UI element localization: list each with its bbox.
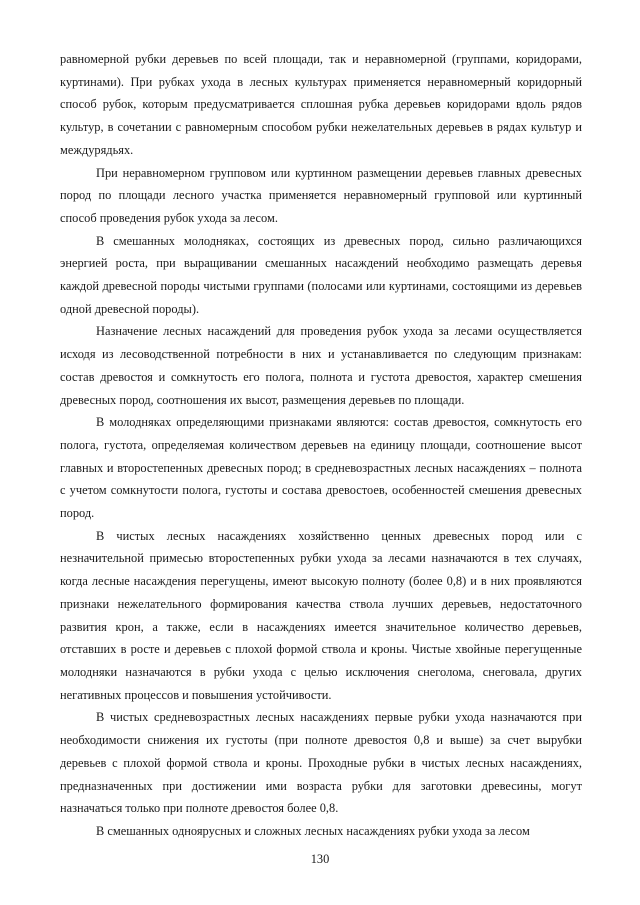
paragraph-5: В молодняках определяющими признаками являются: состав древостоя, сомкнутость его полога, густота, определяемая количеством деревьев на единицу площади, соотношение высот главных и второстепенных древесных пород; в средневозрастных лесных насаждениях – полнота с учетом сомкнутости полога, густоты и состава древостоев, особенностей смешения древесных пород.	[60, 415, 582, 521]
paragraph-1: равномерной рубки деревьев по всей площади, так и неравномерной (группами, коридорами, куртинами). При рубках ухода в лесных культурах применяется неравномерный коридорный способ рубок, которым предусматривается сплошная рубка деревьев коридорами вдоль рядов культур, в сочетании с равномерным способом рубки нежелательных деревьев в рядах культур и междурядьях.	[60, 52, 582, 157]
paragraph-7: В чистых средневозрастных лесных насаждениях первые рубки ухода назначаются при необходимости снижения их густоты (при полноте древостоя 0,8 и выше) за счет вырубки деревьев с плохой формой ствола и кроны. Проходные рубки в чистых лесных насаждениях, предназначенных при достижении ими возраста рубки для заготовки древесины, могут назначаться только при полноте древостоя более 0,8.	[60, 710, 582, 816]
paragraph-2: При неравномерном групповом или куртинном размещении деревьев главных древесных пород по площади лесного участка применяется неравномерный групповой или куртинный способ проведения рубок ухода за лесом.	[60, 165, 582, 225]
page-number: 130	[310, 852, 330, 866]
paragraph-8: В смешанных одноярусных и сложных лесных насаждениях рубки ухода за лесом	[96, 823, 530, 838]
paragraph-3: В смешанных молодняках, состоящих из древесных пород, сильно различающихся энергией роста, при выращивании смешанных насаждений необходимо размещать деревья каждой древесной породы чистыми группами (полосами или куртинами, состоящими из деревьев одной древесной породы).	[60, 233, 582, 316]
body-text	[60, 48, 582, 843]
paragraph-4: Назначение лесных насаждений для проведения рубок ухода за лесами осуществляется исходя из лесоводственной потребности в них и устанавливается по следующим признакам: состав древостоя и сомкнутость его полога, полнота и густота древостоя, характер смешения древесных пород, соотношения их высот, размещения деревьев по площади.	[60, 324, 582, 407]
paragraph-6: В чистых лесных насаждениях хозяйственно ценных древесных пород или с незначительной примесью второстепенных рубки ухода за лесами назначаются в тех случаях, когда лесные насаждения перегущены, имеют высокую полноту (более 0,8) и в них проявляются признаки нежелательного формирования качества ствола лучших деревьев, недостаточного развития крон, а также, если в насаждениях имеется значительное количество деревьев, отставших в росте и деревьев с плохой формой ствола и кроны. Чистые хвойные перегущенные молодняки назначаются в рубки ухода с целью исключения снеголома, снеговала, других негативных процессов и повышения устойчивости.	[60, 528, 582, 702]
